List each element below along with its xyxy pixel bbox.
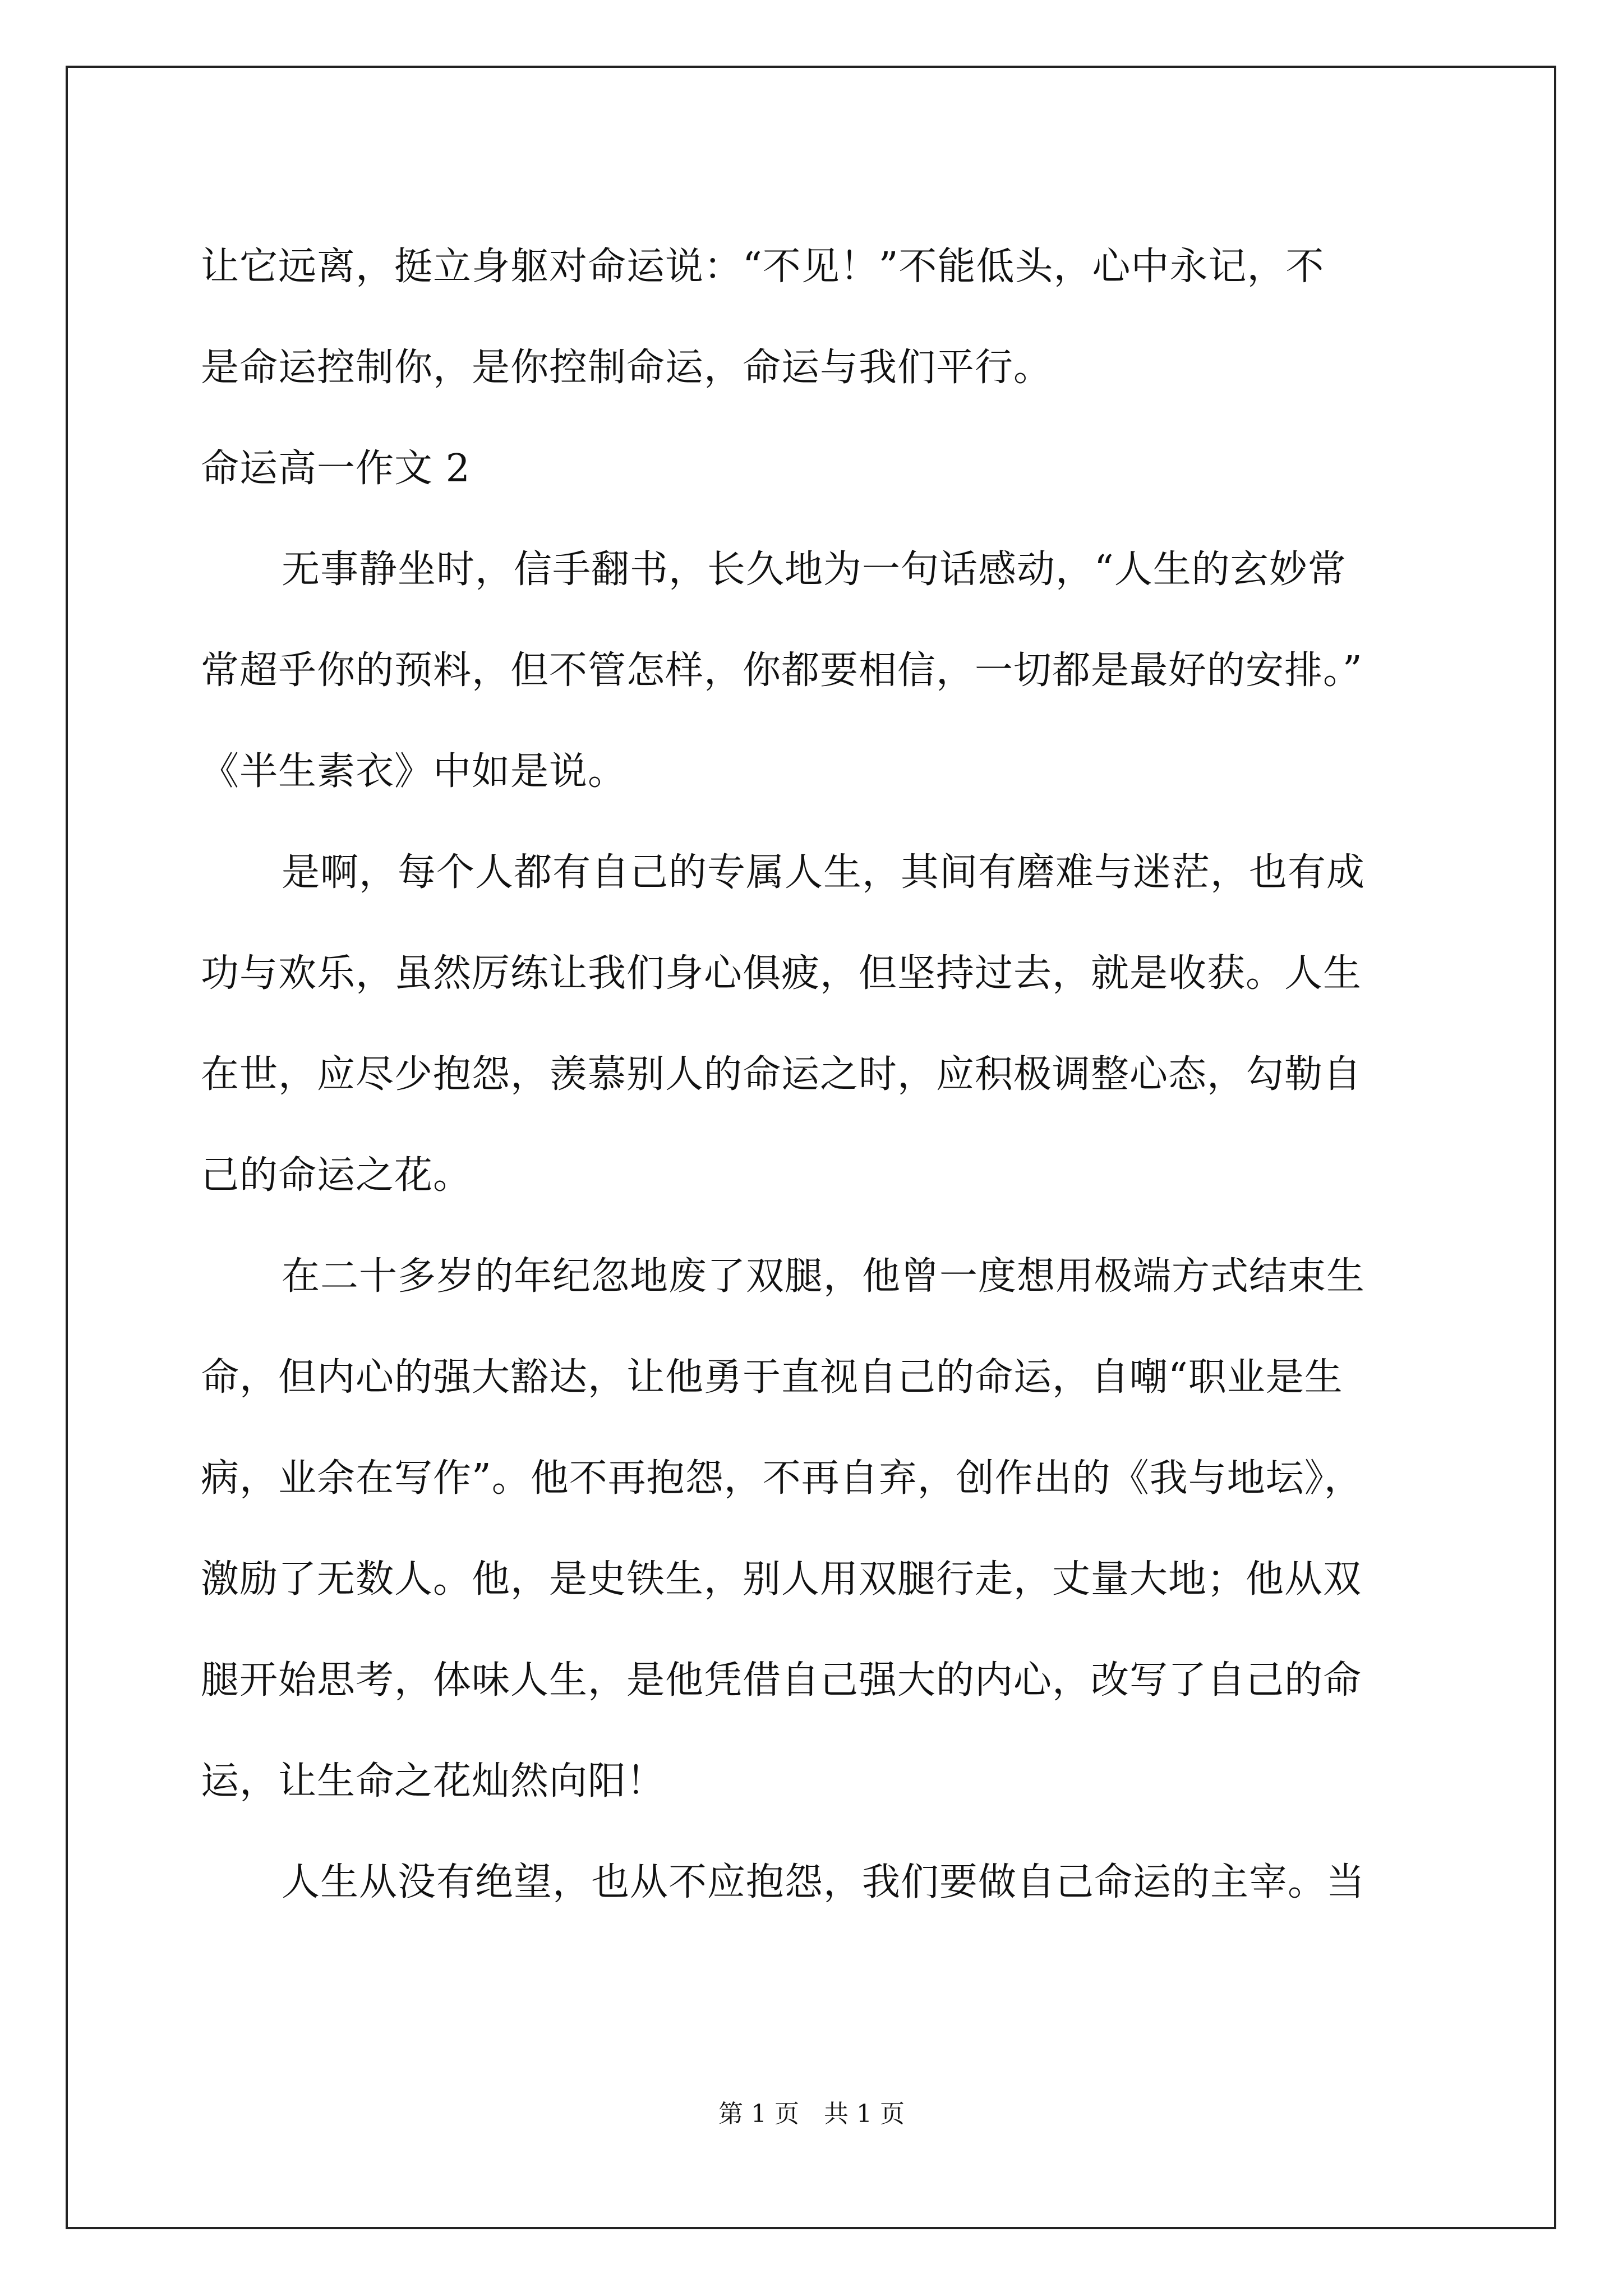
text-line-17: 人生从没有绝望，也从不应抱怨，我们要做自己命运的主宰。当 [282, 1860, 1366, 1904]
section-heading: 命运高一作文 2 [201, 447, 471, 491]
text-line-10: 己的命运之花。 [201, 1153, 472, 1198]
text-line-2: 是命运控制你，是你控制命运，命运与我们平行。 [201, 346, 1053, 390]
text-line-11: 在二十多岁的年纪忽地废了双腿，他曾一度想用极端方式结束生 [282, 1254, 1366, 1299]
text-line-9: 在世，应尽少抱怨，羡慕别人的命运之时，应积极调整心态，勾勒自 [201, 1052, 1362, 1097]
text-line-13: 病，业余在写作”。他不再抱怨，不再自弃，创作出的《我与地坛》， [201, 1456, 1363, 1501]
text-line-16: 运，让生命之花灿然向阳！ [201, 1759, 666, 1803]
text-line-6: 《半生素衣》中如是说。 [201, 749, 627, 794]
text-line-12: 命，但内心的强大豁达，让他勇于直视自己的命运，自嘲“职业是生 [201, 1355, 1343, 1400]
text-line-14: 激励了无数人。他，是史铁生，别人用双腿行走，丈量大地；他从双 [201, 1557, 1362, 1602]
text-line-15: 腿开始思考，体味人生，是他凭借自己强大的内心，改写了自己的命 [201, 1658, 1362, 1703]
document-body [201, 217, 1421, 1933]
text-line-7: 是啊，每个人都有自己的专属人生，其间有磨难与迷茫，也有成 [282, 850, 1366, 895]
text-line-8: 功与欢乐，虽然厉练让我们身心俱疲，但坚持过去，就是收获。人生 [201, 951, 1362, 996]
text-line-1: 让它远离，挺立身躯对命运说：“不见！”不能低头，心中永记，不 [201, 245, 1325, 289]
page-footer: 第 1 页 共 1 页 [718, 2100, 905, 2128]
text-line-4: 无事静坐时，信手翻书，长久地为一句话感动，“人生的玄妙常 [282, 547, 1347, 592]
text-line-5: 常超乎你的预料，但不管怎样，你都要相信，一切都是最好的安排。” [201, 648, 1363, 693]
